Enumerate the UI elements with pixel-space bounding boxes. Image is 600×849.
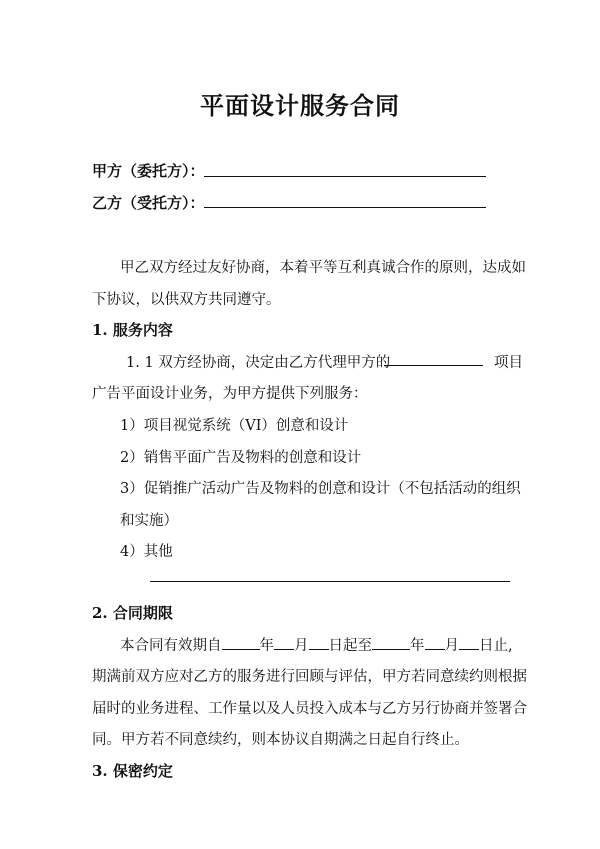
start-day-blank [309, 635, 329, 650]
section-1-heading: 1. 服务内容 [92, 321, 173, 339]
intro-line-1: 甲乙双方经过友好协商，本着平等互利真诚合作的原则，达成如 [120, 260, 526, 276]
end-month-blank [425, 635, 445, 650]
other-services-blank-line [150, 581, 510, 582]
contract-term-line-3: 届时的业务进程、工作量以及人员投入成本与乙方另行协商并签署合 [92, 701, 527, 717]
end-year-blank [372, 635, 410, 650]
clause-1-1-part-1: 1. 1 双方经协商，决定由乙方代理甲方的 [126, 355, 391, 371]
contract-term-line-4: 同。甲方若不同意续约，则本协议自期满之日起自行终止。 [92, 732, 469, 748]
party-b-blank-line [204, 207, 486, 208]
service-item-2: 2）销售平面广告及物料的创意和设计 [120, 450, 362, 466]
service-item-3-line-2: 和实施） [120, 513, 178, 529]
service-item-1: 1）项目视觉系统（VI）创意和设计 [120, 418, 349, 434]
service-item-4: 4）其他 [120, 544, 173, 560]
party-a-blank-line [204, 176, 486, 177]
party-a-label: 甲方（委托方）： [92, 162, 205, 180]
service-item-3-line-1: 3）促销推广活动广告及物料的创意和设计（不包括活动的组织 [120, 481, 521, 497]
intro-line-2: 下协议，以供双方共同遵守。 [92, 292, 281, 308]
clause-1-1-line-2: 广告平面设计业务，为甲方提供下列服务： [92, 386, 368, 402]
start-month-blank [274, 635, 294, 650]
section-2-heading: 2. 合同期限 [92, 604, 173, 622]
term-year-2: 年 [410, 638, 425, 654]
term-day-end: 日止, [479, 638, 513, 654]
contract-term-line-1 [120, 634, 513, 655]
term-year-1: 年 [259, 638, 274, 654]
clause-1-1-part-2: 项目 [494, 355, 523, 371]
term-month-1: 月 [294, 638, 309, 654]
end-day-blank [459, 635, 479, 650]
document-title: 平面设计服务合同 [200, 92, 400, 120]
section-3-heading: 3. 保密约定 [92, 762, 173, 780]
party-b-label: 乙方（受托方）： [92, 194, 205, 212]
term-month-2: 月 [444, 638, 459, 654]
term-day-to: 日起至 [328, 638, 372, 654]
start-year-blank [222, 635, 260, 650]
project-name-blank [384, 365, 483, 366]
contract-term-line-2: 期满前双方应对乙方的服务进行回顾与评估，甲方若同意续约则根据 [92, 669, 527, 685]
term-text-from: 本合同有效期自 [120, 638, 222, 654]
